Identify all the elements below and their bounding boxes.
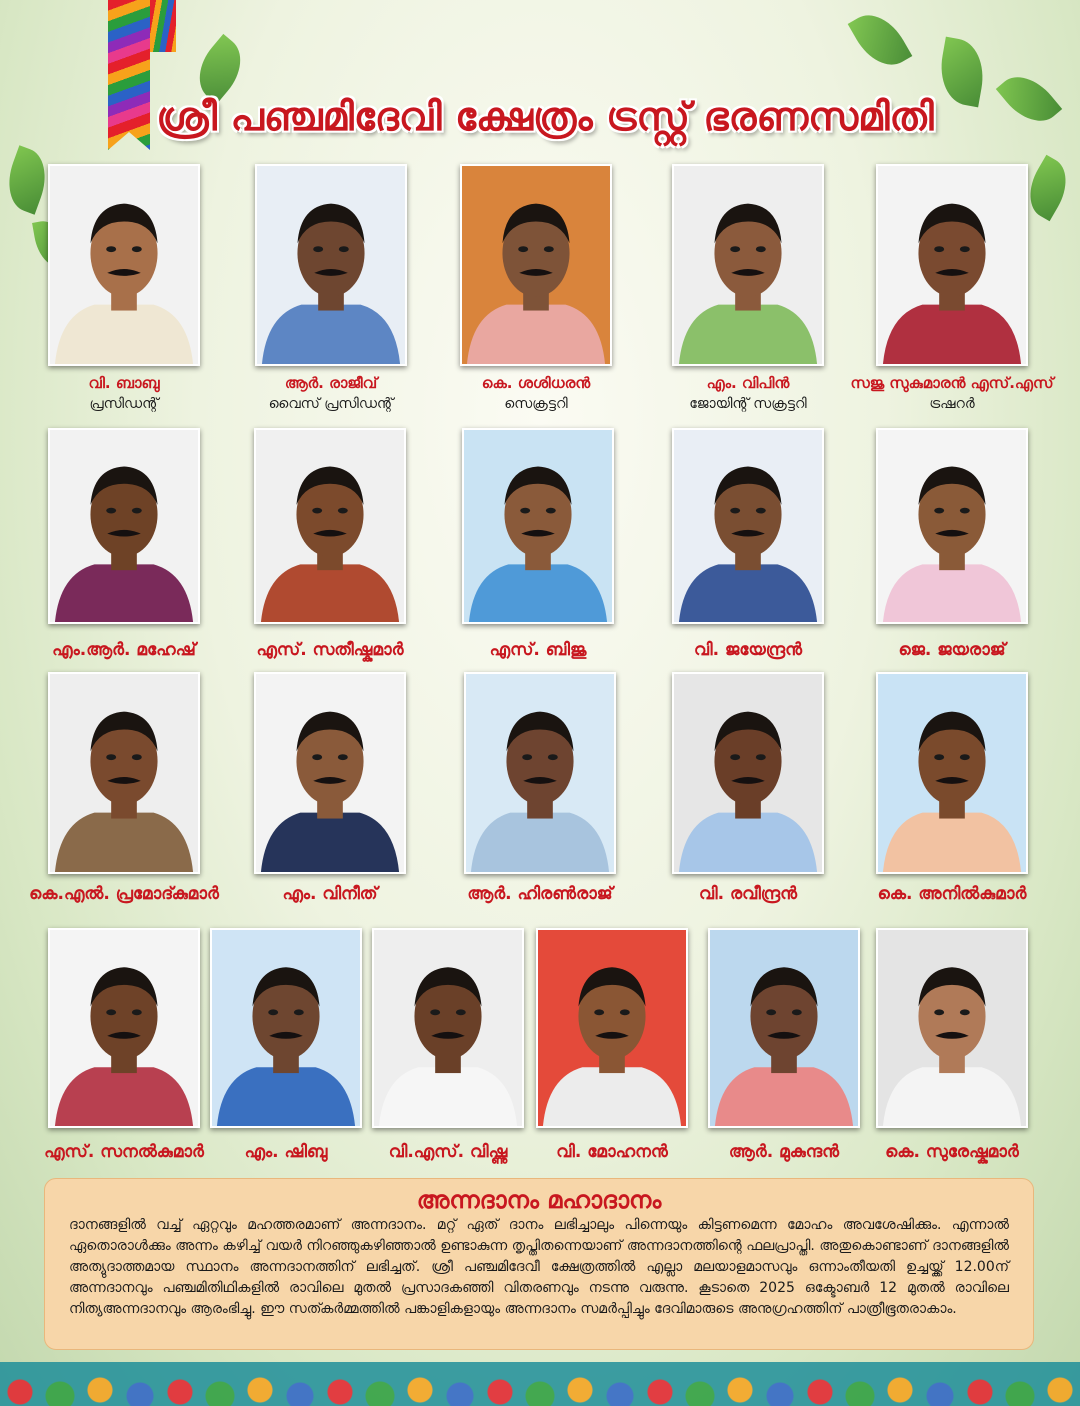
member-name: വി. രവീന്ദ്രൻ [698,884,797,904]
member-name: ആർ. ഹിരൺരാജ് [467,884,613,904]
decorative-ribbon-small [150,0,176,52]
member-photo [876,164,1028,366]
member-role: ട്രഷറർ [929,396,975,412]
member-name: വി. ജയേന്ദ്രൻ [694,640,802,660]
member-name: ആർ. രാജീവ് [284,374,378,392]
member-photo [462,428,614,624]
member-card [850,164,1054,416]
member-card [29,672,219,924]
member-card [876,428,1028,674]
panel-body: ദാനങ്ങളിൽ വച്ച് ഏറ്റവും മഹത്തരമാണ് അന്നദാനം. മറ്റ് ഏത് ദാനം ലഭിച്ചാലും പിന്നെയും കിട്ടണമെന്ന മോഹം അവശേഷിക്കും. എന്നാൽ ഏതൊരാൾക്കും അന്നം കഴിച്ച് വയർ നിറഞ്ഞുകഴിഞ്ഞാൽ ഉണ്ടാകുന്ന തൃപ്തിതന്നെയാണ് അന്നദാനത്തിന്റെ ഫലപ്രാപ്തി. അതുകൊണ്ടാണ് ദാനങ്ങളിൽ അത്യുദാത്തമായ സ്ഥാനം അന്നദാനത്തിന് ലഭിച്ചത്. ശ്രീ പഞ്ചമിദേവീ ക്ഷേത്രത്തിൽ എല്ലാ മലയാളമാസവും ഒന്നാംതീയതി ഉച്ചയ്ക്ക് 12.00ന് അന്നദാനവും പഞ്ചമിതിഥികളിൽ രാവിലെ മുതൽ പ്രസാദകഞ്ഞി വിതരണവും നടന്നു വരുന്നു. കൂടാതെ 2025 ഒക്ടോബർ 12 മുതൽ രാവിലെ നിത്യഅന്നദാനവും ആരംഭിച്ചു. ഈ സത്കർമ്മത്തിൽ പങ്കാളികളായും അന്നദാനം സമർപ്പിച്ചും ദേവിമാരുടെ അനുഗ്രഹത്തിന് പാത്രീഭൂതരാകാം. [69,1217,1009,1317]
member-photo [48,672,200,874]
member-photo [672,164,824,366]
member-card [536,928,688,1178]
member-card [48,428,200,674]
member-photo [672,428,824,624]
member-photo [876,428,1028,624]
member-name: എസ്. ബിജു [489,640,587,660]
member-photo [48,164,200,366]
member-name: എസ്. സതീഷ്കുമാർ [256,640,404,660]
member-name: കെ. ശശിധരൻ [481,374,591,392]
member-photo [876,672,1028,874]
member-photo [672,672,824,874]
member-card [254,672,406,924]
member-card [708,928,860,1178]
member-card [462,428,614,674]
member-photo [254,672,406,874]
member-role: ജോയിന്റ് സക്രട്ടറി [689,396,807,412]
member-card [672,164,824,416]
member-photo [210,928,362,1128]
member-name: കെ. അനിൽകുമാർ [877,884,1027,904]
member-name: എസ്. സനൽകുമാർ [44,1142,204,1162]
leaf-icon [996,65,1062,134]
member-photo [254,428,406,624]
member-card [254,428,406,674]
member-name: എം. വിനീത് [282,884,378,904]
member-card [672,672,824,924]
decorative-footer [0,1362,1080,1406]
member-card [876,928,1028,1178]
member-card [48,164,200,416]
annadanam-panel [44,1178,1034,1350]
page-title: ശ്രീ പഞ്ചമിദേവി ക്ഷേത്രം ട്രസ്റ്റ് ഭരണസമിതി [156,95,934,140]
member-card [255,164,407,416]
member-name: ആർ. മുകുന്ദൻ [728,1142,840,1162]
member-photo [708,928,860,1128]
member-card [210,928,362,1178]
member-photo [255,164,407,366]
member-name: ജെ. ജയരാജ് [898,640,1006,660]
member-photo [48,928,200,1128]
member-role: വൈസ് പ്രസിഡന്റ് [268,396,394,412]
member-name: കെ.എൽ. പ്രമോദ്കുമാർ [29,884,219,904]
member-card [876,672,1028,924]
member-name: സജു സുകുമാരൻ എസ്.എസ് [850,374,1054,392]
member-card [460,164,612,416]
member-card [464,672,616,924]
member-card [672,428,824,674]
member-card [44,928,204,1178]
panel-title: അന്നദാനം മഹാദാനം [416,1186,662,1214]
member-role: സെക്രട്ടറി [504,396,568,412]
member-photo [372,928,524,1128]
member-photo [536,928,688,1128]
leaf-icon [0,145,55,214]
leaf-icon [848,4,913,76]
member-card [372,928,524,1178]
member-photo [876,928,1028,1128]
member-photo [464,672,616,874]
member-photo [48,428,200,624]
member-name: വി. ബാബു [88,374,160,392]
member-name: എം. ഷിബു [244,1142,328,1162]
member-name: എം. വിപിൻ [706,374,790,392]
member-name: വി. മോഹനൻ [556,1142,668,1162]
member-photo [460,164,612,366]
member-role: പ്രസിഡന്റ് [89,396,159,412]
member-name: വി.എസ്. വിഷ്ണു [388,1142,508,1162]
member-name: കെ. സുരേഷ്കുമാർ [885,1142,1019,1162]
member-name: എം.ആർ. മഹേഷ് [52,640,196,660]
